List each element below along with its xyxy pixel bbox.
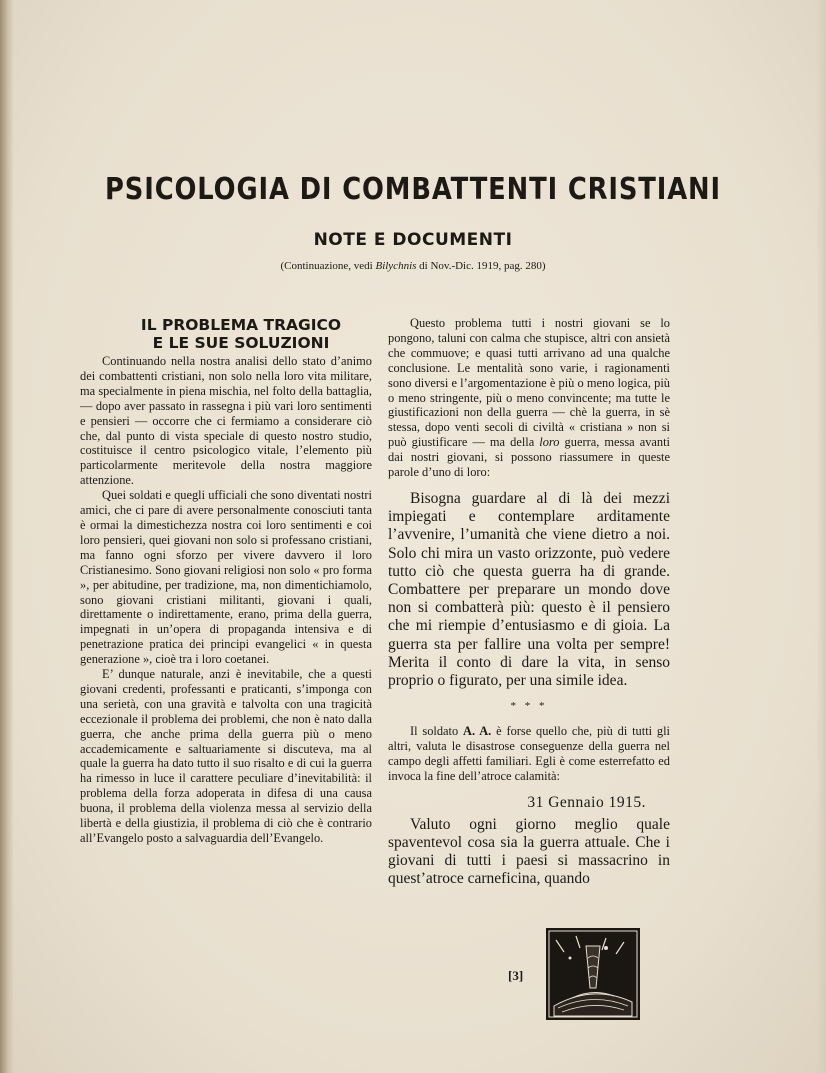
left-column bbox=[80, 316, 372, 846]
soldier-text-post: è forse quello che, più di tutti gli altri, valuta le disastrose conseguenze della guerra nel campo degli affetti familiari. Egli è come esterrefatto ed invoca la fine dell’atroce calamità: bbox=[388, 724, 670, 783]
continuation-suffix: di Nov.-Dic. 1919, pag. 280) bbox=[416, 260, 546, 272]
continuation-prefix: (Continuazione, vedi bbox=[280, 260, 376, 272]
continuation-note bbox=[0, 260, 826, 272]
soldier-paragraph bbox=[388, 724, 670, 784]
letter-date: 31 Gennaio 1915. bbox=[527, 793, 646, 811]
intro-paragraph bbox=[388, 316, 670, 480]
article-title: PSICOLOGIA DI COMBATTENTI CRISTIANI bbox=[105, 172, 721, 207]
section-separator: * * * bbox=[510, 700, 548, 713]
soldier-text-pre: Il soldato bbox=[410, 724, 464, 739]
section-title-line2: E LE SUE SOLUZIONI bbox=[152, 334, 330, 352]
letter-paragraph: Valuto ogni giorno meglio quale spaventevol cosa sia la guerra attuale. Che i giovani di tutti i paesi si massacrino in quest’atroce carneficina, quando bbox=[388, 815, 670, 888]
intro-italic-word: loro bbox=[539, 435, 560, 450]
section-title bbox=[80, 316, 372, 352]
right-column bbox=[388, 316, 670, 889]
quote-paragraph: Bisogna guardare al di là dei mezzi impiegati e contemplare arditamente l’avvenire, l’umanità che viene dietro a noi. Solo chi mira un vasto orizzonte, può vedere tutto ciò che questa guerra ha di grande. Combattere per preparare un mondo dove non si combatterà più: questo è il pensiero che mi riempie d’entusiasmo e di gioia. La guerra sta per fallire una volta per sempre! Merita il conto di dare la vita, in senso proprio o figurato, per una simile idea. bbox=[388, 489, 670, 689]
intro-text-pre: Questo problema tutti i nostri giovani se lo pongono, taluni con calma che stupisce, altri con ansietà che commuove; e quasi tutti arrivano ad una qualche conclusione. Le mentalità sono varie, i ragionamenti sono diversi e l’argomentazione è più o meno logica, più o meno stringente, più o meno convincente; ma tutte le giustificazioni non della guerra — chè la guerra, in sè stessa, dopo venti secoli di civiltà « cristiana » non si può giustificare — ma della bbox=[388, 316, 670, 450]
soldier-name: A. A. bbox=[463, 724, 492, 739]
intro-text-post: guerra, messa avanti dai nostri giovani, si possono riassumere in queste parole d’uno di loro: bbox=[388, 435, 670, 480]
woodcut-vignette-icon bbox=[546, 928, 640, 1020]
paper-left-edge bbox=[0, 0, 14, 1073]
paper-right-edge bbox=[816, 0, 826, 1073]
journal-name: Bilychnis bbox=[375, 260, 417, 272]
paragraph-3: E’ dunque naturale, anzi è inevitabile, che a questi giovani credenti, professanti e praticanti, s’imponga con una serietà, con una gravità e talvolta con una tragicità eccezionale il problema dei problemi, che non è nato dalla guerra, che anche prima della guerra più o meno accademicamente e saltuariamente si discuteva, ma al quale la guerra ha dato tutto il suo risalto e di cui la guerra ha rimesso in luce il carattere peculiare d’inevitabilità: il problema della forza adoperata in difesa di una causa buona, il problema della violenza messa al servizio della libertà e della giustizia, il problema di ciò che è contrario all’Evangelo posto a salvaguardia dell’Evangelo. bbox=[80, 667, 372, 845]
section-title-line1: IL PROBLEMA TRAGICO bbox=[140, 316, 342, 334]
paragraph-1: Continuando nella nostra analisi dello stato d’animo dei combattenti cristiani, non solo nella loro vita militare, ma specialmente in piena mischia, nel folto della battaglia, — dopo aver passato in rassegna i più vari loro sentimenti e pensieri — occorre che ci fermiamo a considerare ciò che, dal punto di vista speciale di questo nostro studio, costituisce il centro psicologico vitale, l’elemento più particolarmente meritevole della nostra maggiore attenzione. bbox=[80, 354, 372, 488]
article-subtitle: NOTE E DOCUMENTI bbox=[313, 230, 513, 250]
paragraph-2: Quei soldati e quegli ufficiali che sono diventati nostri amici, che ci pare di avere personalmente conosciuti tanta è ormai la dimestichezza nostra coi loro sentimenti e coi loro pensieri, quei giovani non solo si professano cristiani, ma fanno ogni sforzo per vivere davvero il loro Cristianesimo. Sono giovani religiosi non solo « pro forma », per abitudine, per tradizione, ma, non dimentichiamolo, sono giovani cristiani militanti, giovani i quali, direttamente o indirettamente, erano, prima della guerra, impegnati in un’opera di propaganda intensiva e di penetrazione pratica dei principi evangelici « in questa generazione », cioè tra i loro coetanei. bbox=[80, 488, 372, 667]
page-number: [3] bbox=[508, 968, 524, 983]
